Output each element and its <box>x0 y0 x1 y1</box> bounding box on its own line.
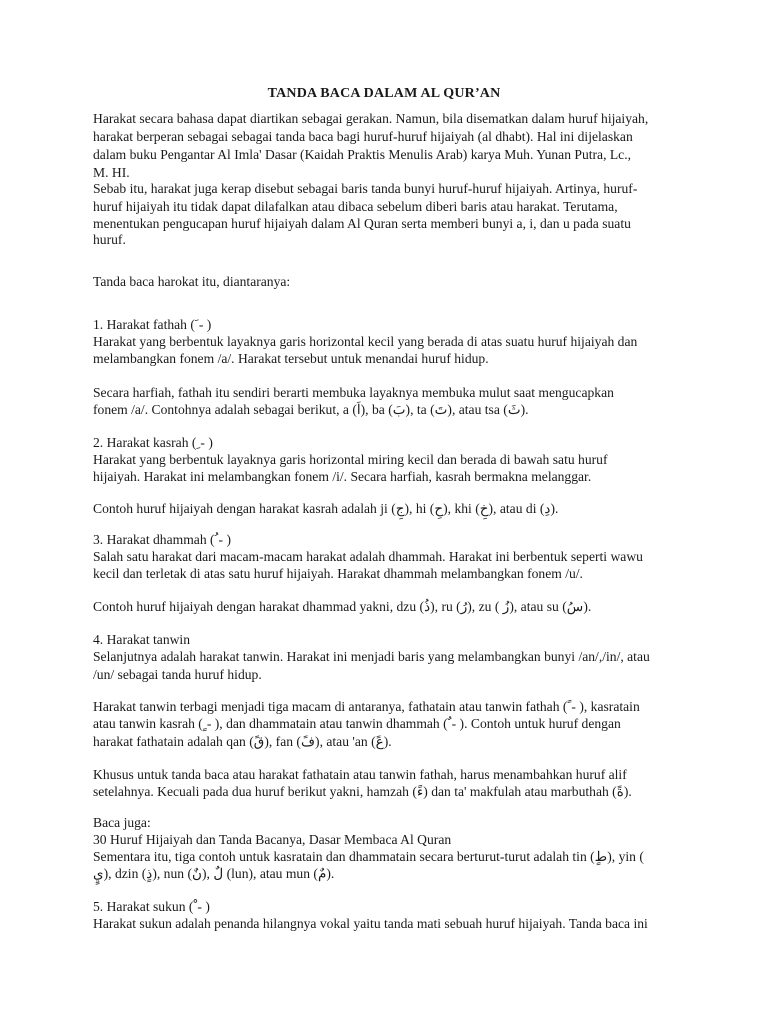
paragraph-line: Harakat sukun adalah penanda hilangnya vokal yaitu tanda mati sebuah huruf hijaiyah. Tanda baca ini <box>93 916 648 931</box>
paragraph-line: atau tanwin kasrah ( ٍ- ), dan dhammatain atau tanwin dhammah ( ٌ- ). Contoh untuk huruf dengan <box>93 716 621 731</box>
paragraph-line: kecil dan terletak di atas satu huruf hijaiyah. Harakat dhammah melambangkan fonem /u/. <box>93 566 583 581</box>
paragraph-line: huruf hijaiyah itu tidak dapat dilafalkan atau dibaca sebelum diberi baris atau harakat. Terutama, <box>93 199 618 214</box>
see-also-title: 30 Huruf Hijaiyah dan Tanda Bacanya, Dasar Membaca Al Quran <box>93 832 452 847</box>
paragraph-line: Khusus untuk tanda baca atau harakat fathatain atau tanwin fathah, harus menambahkan huruf alif <box>93 767 627 782</box>
paragraph-line: hijaiyah. Harakat ini melambangkan fonem /i/. Secara harfiah, kasrah bermakna melanggar. <box>93 469 592 484</box>
document-title: TANDA BACA DALAM AL QUR’AN <box>267 86 501 101</box>
paragraph-line: huruf. <box>93 232 126 247</box>
paragraph-line: Sementara itu, tiga contoh untuk kasratain dan dhammatain secara berturut-turut adalah tin (طٍ), yin ( <box>93 849 644 864</box>
paragraph-line: Harakat yang berbentuk layaknya garis horizontal kecil yang berada di atas suatu huruf hijaiyah dan <box>93 334 638 349</box>
see-also-label: Baca juga: <box>93 815 151 830</box>
paragraph-line: Harakat tanwin terbagi menjadi tiga macam di antaranya, fathatain atau tanwin fathah ( ً- ), kasratain <box>93 699 640 714</box>
paragraph-line: /un/ sebagai tanda huruf hidup. <box>93 667 262 682</box>
list-intro: Tanda baca harokat itu, diantaranya: <box>93 274 291 289</box>
paragraph-line: harakat berperan sebagai sebagai tanda baca bagi huruf-huruf hijaiyah (al dhabt). Hal ini dijelaskan <box>93 129 633 144</box>
paragraph-line: M. HI. <box>93 165 130 180</box>
section-heading: 4. Harakat tanwin <box>93 632 191 647</box>
paragraph-line: Contoh huruf hijaiyah dengan harakat dhammad yakni, dzu (ذُ), ru (رُ), zu ( زُ), atau su (سُ). <box>93 599 592 614</box>
paragraph-line: Contoh huruf hijaiyah dengan harakat kasrah adalah ji (جِ), hi (حِ), khi (خِ), atau di (دِ). <box>93 501 559 516</box>
paragraph-line: menentukan pengucapan huruf hijaiyah dalam Al Quran serta memberi bunyi a, i, dan u pada suatu <box>93 216 631 231</box>
paragraph-line: Harakat yang berbentuk layaknya garis horizontal miring kecil dan berada di bawah satu huruf <box>93 452 608 467</box>
paragraph-line: dalam buku Pengantar Al Imla' Dasar (Kaidah Praktis Menulis Arab) karya Muh. Yunan Putra, Lc., <box>93 147 632 162</box>
section-heading: 2. Harakat kasrah ( ِ- ) <box>93 435 213 450</box>
paragraph-line: fonem /a/. Contohnya adalah sebagai berikut, a (اَ), ba (بَ), ta (تَ), atau tsa (ثَ). <box>93 402 529 417</box>
paragraph-line: Secara harfiah, fathah itu sendiri berarti membuka layaknya membuka mulut saat mengucapkan <box>93 385 614 400</box>
paragraph-line: Selanjutnya adalah harakat tanwin. Harakat ini menjadi baris yang melambangkan bunyi /an/,/in/, atau <box>93 649 650 664</box>
paragraph-line: setelahnya. Kecuali pada dua huruf berikut yakni, hamzah (ءً) dan ta' makfulah atau marbuthah (ةً). <box>93 784 632 799</box>
section-heading: 1. Harakat fathah ( َ- ) <box>93 317 212 332</box>
paragraph-line: يٍ), dzin (ذٍ), nun (نٌ), لٌ (lun), atau mun (مٌ). <box>93 866 335 881</box>
paragraph-line: harakat fathatain adalah qan (قً), fan (فً), atau 'an (عً). <box>93 734 392 749</box>
section-heading: 5. Harakat sukun ( ْ- ) <box>93 899 210 914</box>
paragraph-line: Salah satu harakat dari macam-macam harakat adalah dhammah. Harakat ini berbentuk seperti wawu <box>93 549 643 564</box>
paragraph-line: melambangkan fonem /a/. Harakat tersebut untuk menandai huruf hidup. <box>93 351 489 366</box>
paragraph-line: Sebab itu, harakat juga kerap disebut sebagai baris tanda bunyi huruf-huruf hijaiyah. Artinya, huruf- <box>93 181 638 196</box>
paragraph-line: Harakat secara bahasa dapat diartikan sebagai gerakan. Namun, bila disematkan dalam huruf hijaiyah, <box>93 111 649 126</box>
section-heading: 3. Harakat dhammah ( ُ- ) <box>93 532 231 547</box>
